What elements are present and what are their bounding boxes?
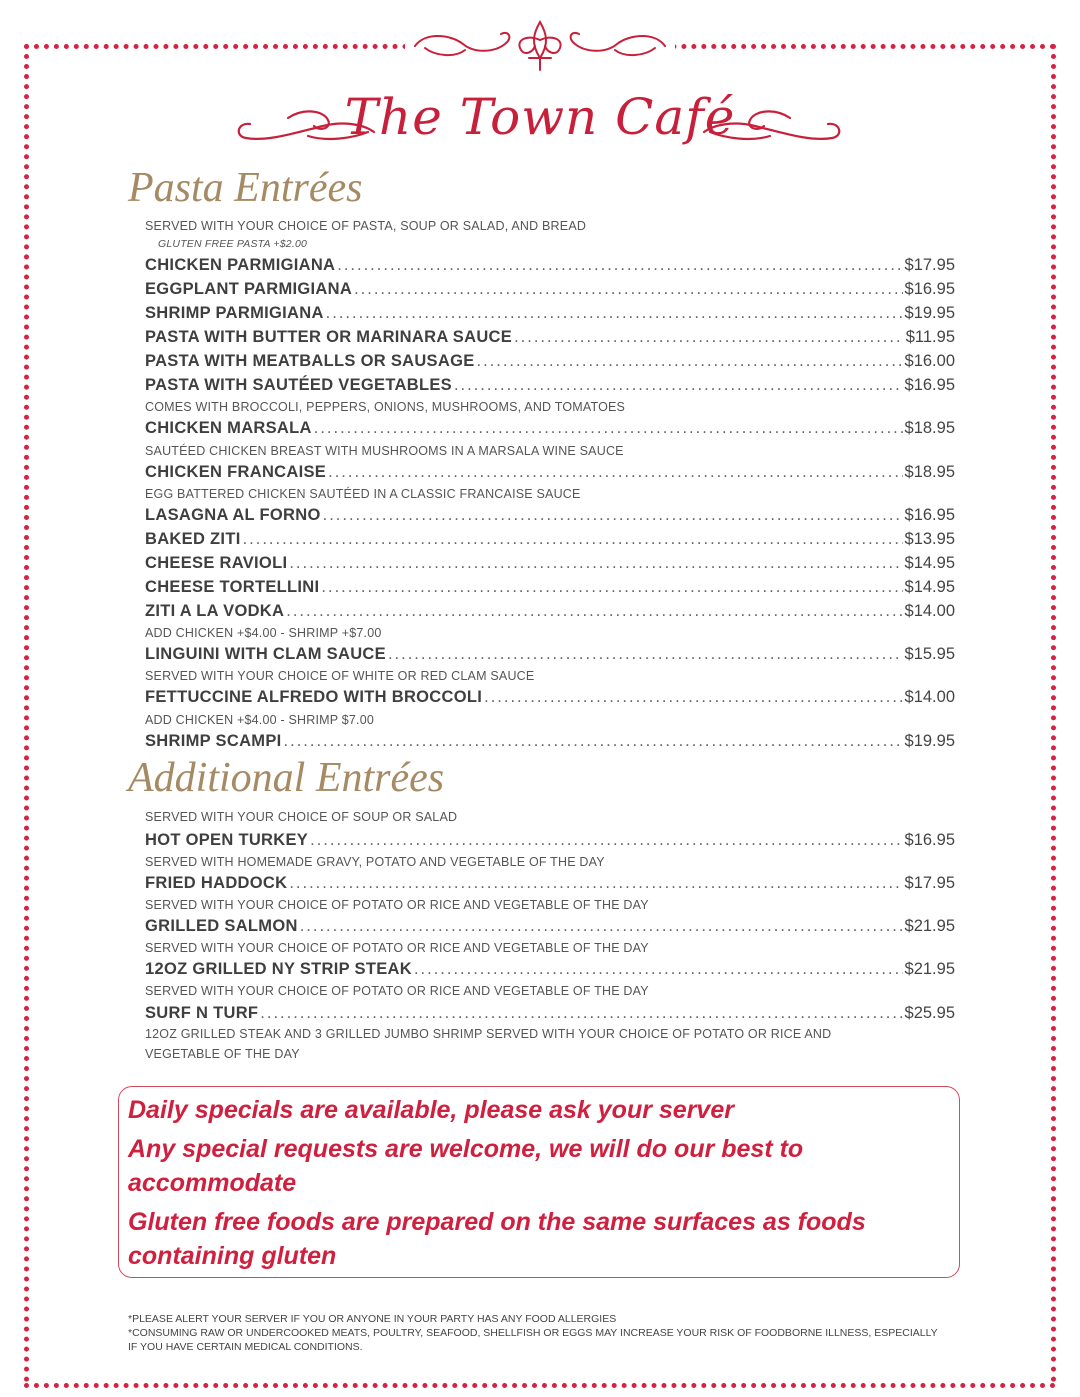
item-name: SHRIMP PARMIGIANA (145, 304, 324, 322)
dot-leader (326, 304, 903, 323)
item-price: $16.95 (904, 506, 955, 524)
dot-leader (284, 732, 903, 751)
allergy-disclaimer: *PLEASE ALERT YOUR SERVER IF YOU OR ANYONE IN YOUR PARTY HAS ANY FOOD ALLERGIES (128, 1313, 617, 1325)
item-price: $16.95 (904, 831, 955, 849)
gluten-free-note: GLUTEN FREE PASTA +$2.00 (158, 238, 308, 250)
menu-item (145, 328, 955, 347)
item-name: PASTA WITH SAUTÉED VEGETABLES (145, 376, 452, 394)
dot-leader (323, 506, 903, 525)
item-price: $14.95 (904, 578, 955, 596)
menu-item (145, 280, 955, 299)
food-safety-disclaimer: *CONSUMING RAW OR UNDERCOOKED MEATS, POULTRY, SEAFOOD, SHELLFISH OR EGGS MAY INCREASE YOUR RISK OF FOODBORNE ILLNESS, ESPECIALLY IF YOU HAVE CERTAIN MEDICAL CONDITIONS. (128, 1327, 938, 1353)
menu-item (145, 960, 955, 979)
item-name: LINGUINI WITH CLAM SAUCE (145, 645, 386, 663)
menu-item (145, 304, 955, 323)
header (0, 84, 1080, 174)
item-name: PASTA WITH BUTTER OR MARINARA SAUCE (145, 328, 513, 346)
item-price: $16.00 (904, 352, 955, 370)
dot-leader (289, 554, 902, 573)
dot-leader (321, 578, 902, 597)
pasta-section-title: Pasta Entrées (128, 165, 363, 211)
item-name: CHEESE RAVIOLI (145, 554, 288, 572)
dot-leader (314, 419, 903, 438)
item-price: $11.95 (905, 328, 955, 346)
menu-item (145, 831, 955, 850)
fleur-de-lis-ornament-icon (405, 14, 675, 74)
menu-item (145, 874, 955, 893)
item-description: SAUTÉED CHICKEN BREAST WITH MUSHROOMS IN A MARSALA WINE SAUCE (145, 444, 624, 458)
item-name: BAKED ZITI (145, 530, 241, 548)
menu-item (145, 352, 955, 371)
dot-leader (454, 376, 903, 395)
swirl-ornament-right-icon (700, 102, 850, 146)
item-name: ZITI A LA VODKA (145, 602, 285, 620)
item-name: CHEESE TORTELLINI (145, 578, 320, 596)
item-description: EGG BATTERED CHICKEN SAUTÉED IN A CLASSIC FRANCAISE SAUCE (145, 487, 581, 501)
item-name: FETTUCCINE ALFREDO WITH BROCCOLI (145, 688, 483, 706)
dotted-border-left (24, 44, 29, 1383)
dot-leader (260, 1004, 902, 1023)
dot-leader (414, 960, 903, 979)
item-price: $14.00 (904, 688, 955, 706)
item-price: $21.95 (904, 917, 955, 935)
item-description: ADD CHICKEN +$4.00 - SHRIMP $7.00 (145, 713, 375, 727)
item-price: $17.95 (904, 256, 955, 274)
menu-item (145, 1004, 955, 1023)
special-note: Any special requests are welcome, we will do our best to accommodate (128, 1135, 804, 1197)
item-price: $14.00 (904, 602, 955, 620)
item-price: $19.95 (904, 304, 955, 322)
item-name: SHRIMP SCAMPI (145, 732, 282, 750)
item-price: $16.95 (904, 376, 955, 394)
item-price: $13.95 (904, 530, 955, 548)
dot-leader (354, 280, 902, 299)
item-description: SERVED WITH YOUR CHOICE OF POTATO OR RICE AND VEGETABLE OF THE DAY (145, 941, 649, 955)
item-price: $16.95 (904, 280, 955, 298)
dot-leader (477, 352, 903, 371)
dot-leader (300, 917, 903, 936)
additional-served-note: SERVED WITH YOUR CHOICE OF SOUP OR SALAD (145, 810, 458, 824)
item-description: SERVED WITH YOUR CHOICE OF WHITE OR RED CLAM SAUCE (145, 669, 535, 683)
dot-leader (286, 602, 902, 621)
menu-item (145, 463, 955, 482)
item-price: $25.95 (904, 1004, 955, 1022)
item-description: ADD CHICKEN +$4.00 - SHRIMP +$7.00 (145, 626, 382, 640)
item-description: SERVED WITH YOUR CHOICE OF POTATO OR RICE AND VEGETABLE OF THE DAY (145, 984, 649, 998)
item-description: SERVED WITH YOUR CHOICE OF POTATO OR RICE AND VEGETABLE OF THE DAY (145, 898, 649, 912)
restaurant-title: The Town Café (344, 88, 736, 146)
menu-item (145, 256, 955, 275)
dot-leader (514, 328, 904, 347)
item-name: SURF N TURF (145, 1004, 259, 1022)
dot-leader (484, 688, 902, 707)
item-price: $18.95 (904, 463, 955, 481)
dot-leader (337, 256, 902, 275)
menu-item (145, 376, 955, 395)
item-name: FRIED HADDOCK (145, 874, 288, 892)
pasta-served-note: SERVED WITH YOUR CHOICE OF PASTA, SOUP OR SALAD, AND BREAD (145, 219, 587, 233)
additional-section-title: Additional Entrées (128, 755, 445, 801)
item-price: $18.95 (904, 419, 955, 437)
menu-item (145, 602, 955, 621)
special-note: Gluten free foods are prepared on the same surfaces as foods containing gluten (128, 1208, 866, 1270)
item-name: EGGPLANT PARMIGIANA (145, 280, 353, 298)
dot-leader (243, 530, 903, 549)
item-price: $21.95 (904, 960, 955, 978)
menu-item (145, 506, 955, 525)
item-price: $19.95 (904, 732, 955, 750)
item-name: CHICKEN MARSALA (145, 419, 312, 437)
menu-item (145, 917, 955, 936)
menu-item (145, 688, 955, 707)
item-name: 12OZ GRILLED NY STRIP STEAK (145, 960, 412, 978)
dot-leader (289, 874, 902, 893)
item-name: HOT OPEN TURKEY (145, 831, 309, 849)
item-price: $14.95 (904, 554, 955, 572)
item-name: CHICKEN FRANCAISE (145, 463, 327, 481)
item-name: GRILLED SALMON (145, 917, 298, 935)
item-description: SERVED WITH HOMEMADE GRAVY, POTATO AND VEGETABLE OF THE DAY (145, 855, 605, 869)
item-description: 12OZ GRILLED STEAK AND 3 GRILLED JUMBO SHRIMP SERVED WITH YOUR CHOICE OF POTATO OR RICE AND VEGETABLE OF THE DAY (145, 1027, 832, 1061)
item-description: COMES WITH BROCCOLI, PEPPERS, ONIONS, MUSHROOMS, AND TOMATOES (145, 400, 626, 414)
menu-item (145, 530, 955, 549)
item-name: CHICKEN PARMIGIANA (145, 256, 336, 274)
item-name: LASAGNA AL FORNO (145, 506, 321, 524)
dot-leader (388, 645, 903, 664)
item-price: $17.95 (904, 874, 955, 892)
dot-leader (328, 463, 902, 482)
dotted-border-right (1051, 44, 1056, 1383)
menu-item (145, 554, 955, 573)
dot-leader (310, 831, 902, 850)
item-price: $15.95 (904, 645, 955, 663)
menu-item (145, 645, 955, 664)
special-note: Daily specials are available, please ask your server (128, 1096, 734, 1124)
dotted-border-bottom (24, 1383, 1056, 1388)
menu-item (145, 419, 955, 438)
item-name: PASTA WITH MEATBALLS OR SAUSAGE (145, 352, 475, 370)
menu-item (145, 578, 955, 597)
menu-item (145, 732, 955, 751)
